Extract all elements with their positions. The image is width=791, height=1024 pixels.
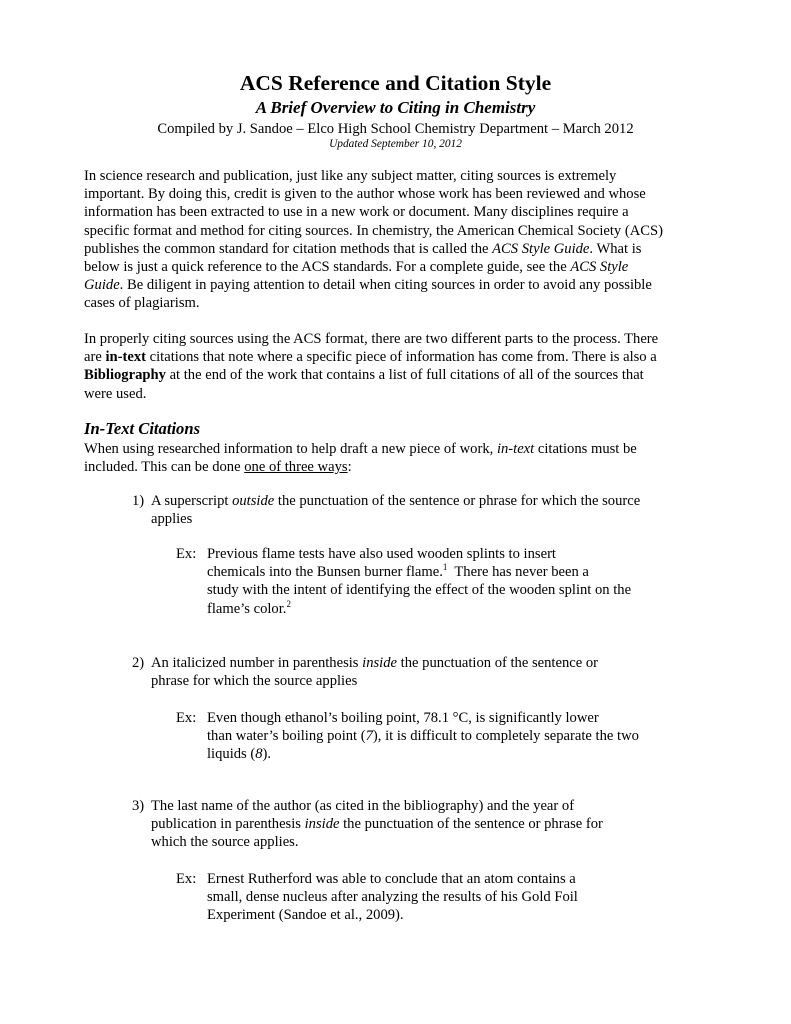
text-line: are in-text citations that note where a specific piece of information has come from. There is also a bbox=[84, 349, 657, 366]
underlined-phrase: one of three ways bbox=[244, 459, 348, 476]
text-line: important. By doing this, credit is given to the author whose work has been reviewed and whose bbox=[84, 186, 646, 203]
text-line: Ernest Rutherford was able to conclude that an atom contains a bbox=[207, 871, 576, 887]
text-line: applies bbox=[151, 511, 193, 528]
list-item-1 bbox=[151, 492, 711, 528]
text-line: The last name of the author (as cited in the bibliography) and the year of bbox=[151, 798, 575, 814]
text-line: flame’s color.$^2$ bbox=[207, 598, 291, 617]
text-line: small, dense nucleus after analyzing the results of his Gold Foil bbox=[207, 889, 578, 906]
text-line: specific format and method for citing sources. In chemistry, the American Chemical Society (ACS) bbox=[84, 222, 663, 239]
text-line: information has been extracted to use in a new work or document. Many disciplines require a bbox=[84, 204, 629, 221]
text-line: Even though ethanol’s boiling point, 78.1 °C, is significantly lower bbox=[207, 710, 599, 726]
text-line: publishes the common standard for citation methods that is called the ACS Style Guide. What is bbox=[84, 240, 642, 257]
text-line: chemicals into the Bunsen burner flame.$^1$ There has never been a bbox=[207, 562, 589, 581]
text-line: Experiment (Sandoe et al., 2009). bbox=[207, 907, 404, 924]
intro-paragraph bbox=[84, 167, 714, 313]
italic-citation: 7 bbox=[365, 728, 373, 745]
example-2 bbox=[207, 709, 687, 764]
page-title: ACS Reference and Citation Style bbox=[239, 71, 552, 95]
list-item-number: 2) bbox=[132, 655, 145, 671]
text-line: Guide. Be diligent in paying attention to detail when citing sources in order to avoid any possible bbox=[84, 277, 652, 294]
text-line: included. This can be done one of three ways: bbox=[84, 459, 352, 476]
example-1 bbox=[207, 545, 687, 618]
text-line: An italicized number in parenthesis inside the punctuation of the sentence or bbox=[151, 655, 599, 671]
text-line: cases of plagiarism. bbox=[84, 295, 200, 312]
text-line: which the source applies. bbox=[151, 834, 299, 851]
list-item-number: 1) bbox=[132, 493, 145, 509]
superscript-citation: 1 bbox=[442, 562, 448, 573]
text-line: In science research and publication, just like any subject matter, citing sources is extremely bbox=[84, 168, 617, 184]
text-line: study with the intent of identifying the effect of the wooden splint on the bbox=[207, 582, 632, 599]
in-text-term: in-text bbox=[105, 349, 146, 366]
parts-paragraph bbox=[84, 330, 714, 403]
updated-date: Updated September 10, 2012 bbox=[329, 138, 462, 150]
text-line: phrase for which the source applies bbox=[151, 673, 358, 690]
section-heading-in-text-citations: In-Text Citations bbox=[84, 419, 201, 438]
example-label: Ex: bbox=[176, 871, 197, 887]
example-3 bbox=[207, 870, 687, 925]
example-label: Ex: bbox=[176, 546, 197, 562]
text-line: publication in parenthesis inside the punctuation of the sentence or phrase for bbox=[151, 816, 603, 833]
superscript-citation: 2 bbox=[286, 598, 291, 609]
example-label: Ex: bbox=[176, 710, 197, 726]
list-item-2 bbox=[151, 654, 711, 690]
text-line: were used. bbox=[84, 385, 147, 402]
compiled-by-line: Compiled by J. Sandoe – Elco High School Chemistry Department – March 2012 bbox=[157, 121, 634, 137]
page-subtitle: A Brief Overview to Citing in Chemistry bbox=[255, 98, 536, 117]
acs-style-guide-ref: ACS Style Guide bbox=[492, 240, 590, 257]
in-text-intro-paragraph bbox=[84, 440, 714, 476]
text-line: liquids (8). bbox=[207, 746, 272, 763]
text-line: Bibliography at the end of the work that contains a list of full citations of all of the sources that bbox=[84, 367, 644, 384]
text-line: below is just a quick reference to the ACS standards. For a complete guide, see the ACS Style bbox=[84, 259, 629, 276]
bibliography-term: Bibliography bbox=[84, 367, 166, 384]
text-line: than water’s boiling point (7), it is difficult to completely separate the two bbox=[207, 728, 639, 745]
acs-style-guide-ref: ACS Style bbox=[570, 259, 629, 276]
text-line: In properly citing sources using the ACS format, there are two different parts to the process. There bbox=[84, 331, 659, 347]
list-item-3 bbox=[151, 797, 711, 852]
list-item-number: 3) bbox=[132, 798, 145, 814]
text-line: When using researched information to help draft a new piece of work, in-text citations must be bbox=[84, 441, 637, 457]
text-line: A superscript outside the punctuation of the sentence or phrase for which the source bbox=[151, 493, 641, 509]
italic-citation: 8 bbox=[255, 746, 263, 763]
text-line: Previous flame tests have also used wooden splints to insert bbox=[207, 546, 556, 562]
